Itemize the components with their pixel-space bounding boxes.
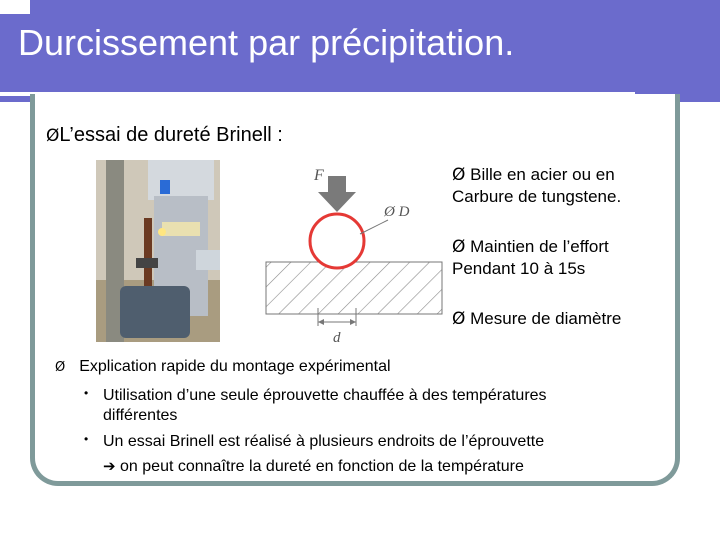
diameter-label: Ø D	[384, 204, 410, 220]
conclusion-line	[103, 457, 524, 476]
indent-label: d	[333, 330, 341, 346]
force-label: F	[314, 167, 324, 184]
brinell-diagram	[256, 158, 452, 348]
bullet-arrow-icon: Ø	[452, 165, 466, 185]
sub-bullet-text: Un essai Brinell est réalisé à plusieurs endroits de l’éprouvette	[103, 433, 545, 450]
sub-bullet-text: Utilisation d’une seule éprouvette chauffée à des températures différentes	[103, 387, 547, 424]
heading-text: L’essai de dureté Brinell :	[59, 124, 283, 146]
sub-bullet-dot: •	[84, 386, 89, 400]
right-bullet-ball	[452, 164, 621, 208]
bullet-arrow-icon: Ø	[452, 309, 466, 329]
right-bullet-line2: Carbure de tungstene.	[452, 187, 622, 206]
main-bullet	[55, 358, 391, 376]
main-bullet-text: Explication rapide du montage expérimental	[79, 358, 391, 375]
right-bullet-diameter	[452, 308, 621, 330]
indenter-ball	[310, 214, 364, 268]
bullet-arrow-icon: Ø	[46, 126, 60, 146]
conclusion-text: on peut connaître la dureté en fonction de la température	[120, 458, 524, 475]
specimen-block	[266, 262, 442, 314]
bullet-arrow-icon: Ø	[452, 237, 466, 257]
right-arrow-icon: ➔	[103, 457, 116, 475]
right-bullet-effort	[452, 236, 609, 280]
right-bullet-line1: Bille en acier ou en	[470, 165, 615, 184]
heading	[46, 124, 283, 147]
brinell-machine-photo	[96, 160, 220, 342]
diameter-leader	[360, 220, 388, 234]
right-bullet-line2: Pendant 10 à 15s	[452, 259, 586, 278]
bullet-arrow-icon: Ø	[55, 360, 66, 375]
right-bullet-line1: Maintien de l’effort	[470, 237, 609, 256]
slide-title: Durcissement par précipitation.	[18, 22, 515, 63]
right-bullet-line1: Mesure de diamètre	[470, 309, 622, 328]
title-band-corner	[0, 0, 30, 14]
sub-bullet-dot: •	[84, 432, 89, 446]
